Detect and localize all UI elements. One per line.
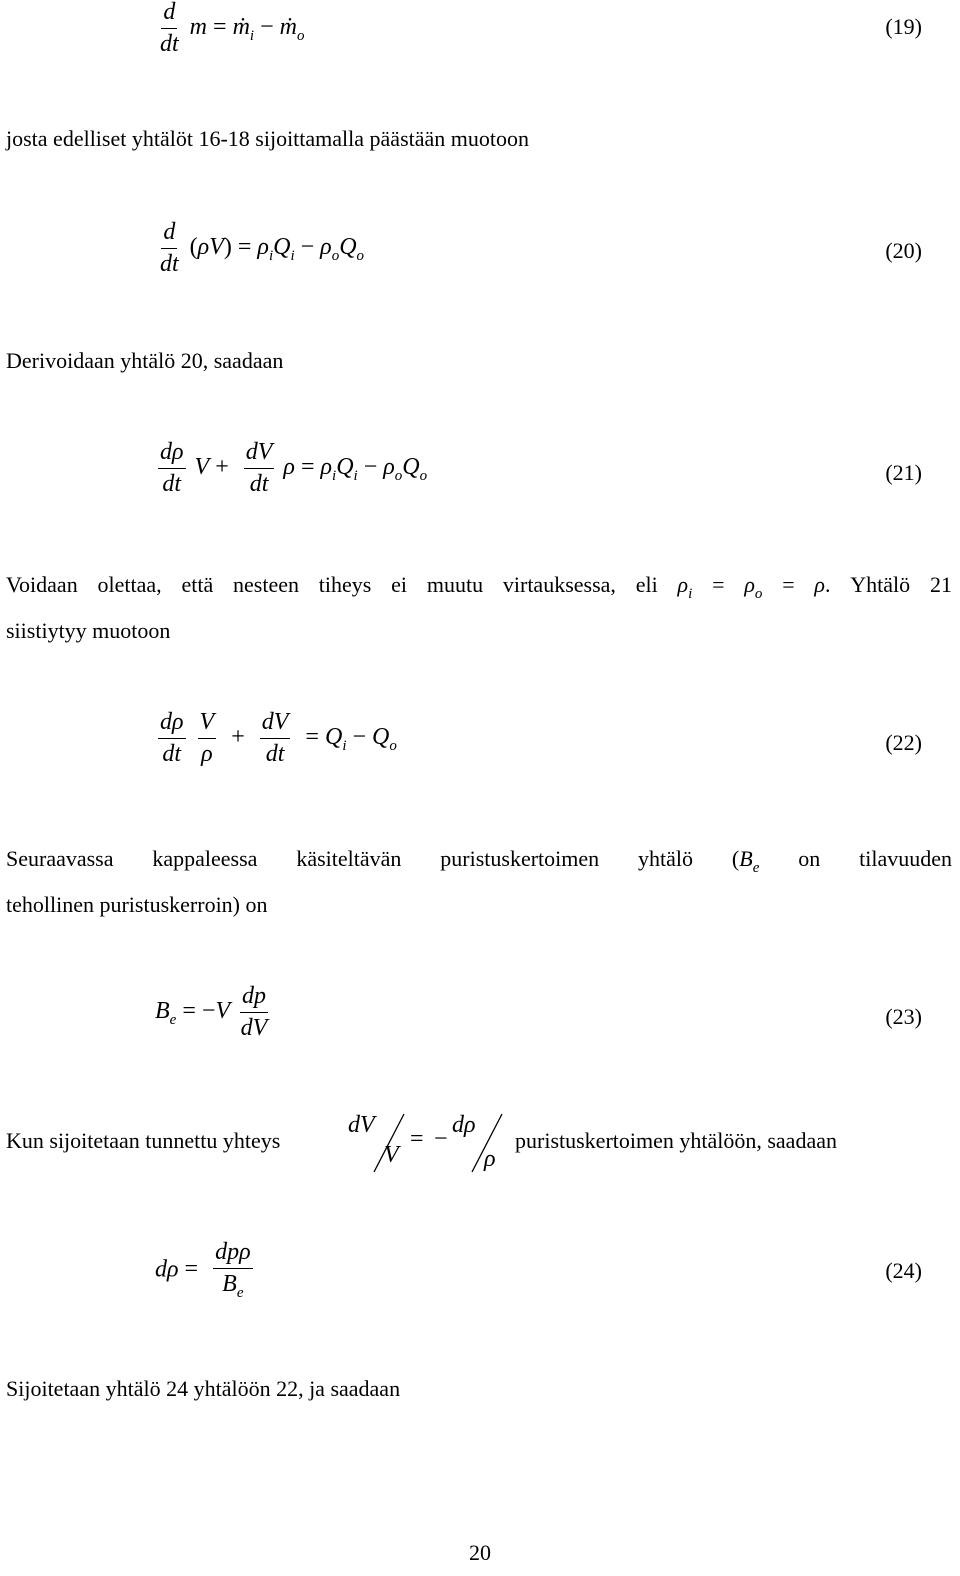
inline-relation: dV V = − dρ ρ	[348, 1112, 510, 1176]
equation-24: dρ = $\frac{\text{dpρ}}{B_e}$	[155, 1239, 251, 1302]
paragraph-6: Sijoitetaan yhtälö 24 yhtälöön 22, ja saadaan	[6, 1376, 401, 1401]
equation-number-19: (19)	[885, 14, 922, 39]
paragraph-4-line-1: Seuraavassa kappaleessa käsiteltävän puristuskertoimen yhtälö ($B_e$ on tilavuuden	[6, 846, 952, 876]
paragraph-5-end: puristuskertoimen yhtälöön, saadaan	[515, 1128, 837, 1153]
fraction-d-dt: $\frac{d}{dt}$	[160, 0, 179, 58]
equation-20: $\frac{d}{dt}$ $(\rho V) = \rho_iQ_i - \rho_oQ_o$	[160, 219, 365, 278]
paragraph-2: Derivoidaan yhtälö 20, saadaan	[6, 348, 284, 373]
equation-number-21: (21)	[885, 460, 922, 485]
equation-22: $\frac{d\rho}{dt}$ $\frac{V}{\rho}$ + $\frac{dV}{dt}$ = $Q_i - Q_o$	[160, 709, 397, 768]
equation-number-24: (24)	[885, 1258, 922, 1283]
equation-number-22: (22)	[885, 730, 922, 755]
paragraph-5-start: Kun sijoitetaan tunnettu yhteys	[6, 1128, 281, 1153]
paragraph-4-line-2: tehollinen puristuskerroin) on	[6, 892, 268, 917]
paragraph-3-line-2: siistiytyy muotoon	[6, 618, 171, 643]
equation-number-20: (20)	[885, 238, 922, 263]
paragraph-1: josta edelliset yhtälöt 16-18 sijoittamalla päästään muotoon	[6, 126, 529, 151]
page-number: 20	[469, 1540, 491, 1565]
equation-19: $\frac{d}{dt}$ m = ṁ$_i$ − ṁ$_o$	[160, 0, 305, 58]
paragraph-3-line-1: Voidaan olettaa, että nesteen tiheys ei muutu virtauksessa, eli $\rho_i = \rho_o = \rho$. Yhtälö 21	[6, 572, 952, 602]
equation-23: $B_e = -V$ $\frac{dp}{dV}$	[155, 983, 268, 1042]
equation-number-23: (23)	[885, 1004, 922, 1029]
equation-21: $\frac{d\rho}{dt}$ V + $\frac{dV}{dt}$ $\rho = \rho_iQ_i - \rho_oQ_o$	[160, 439, 428, 498]
